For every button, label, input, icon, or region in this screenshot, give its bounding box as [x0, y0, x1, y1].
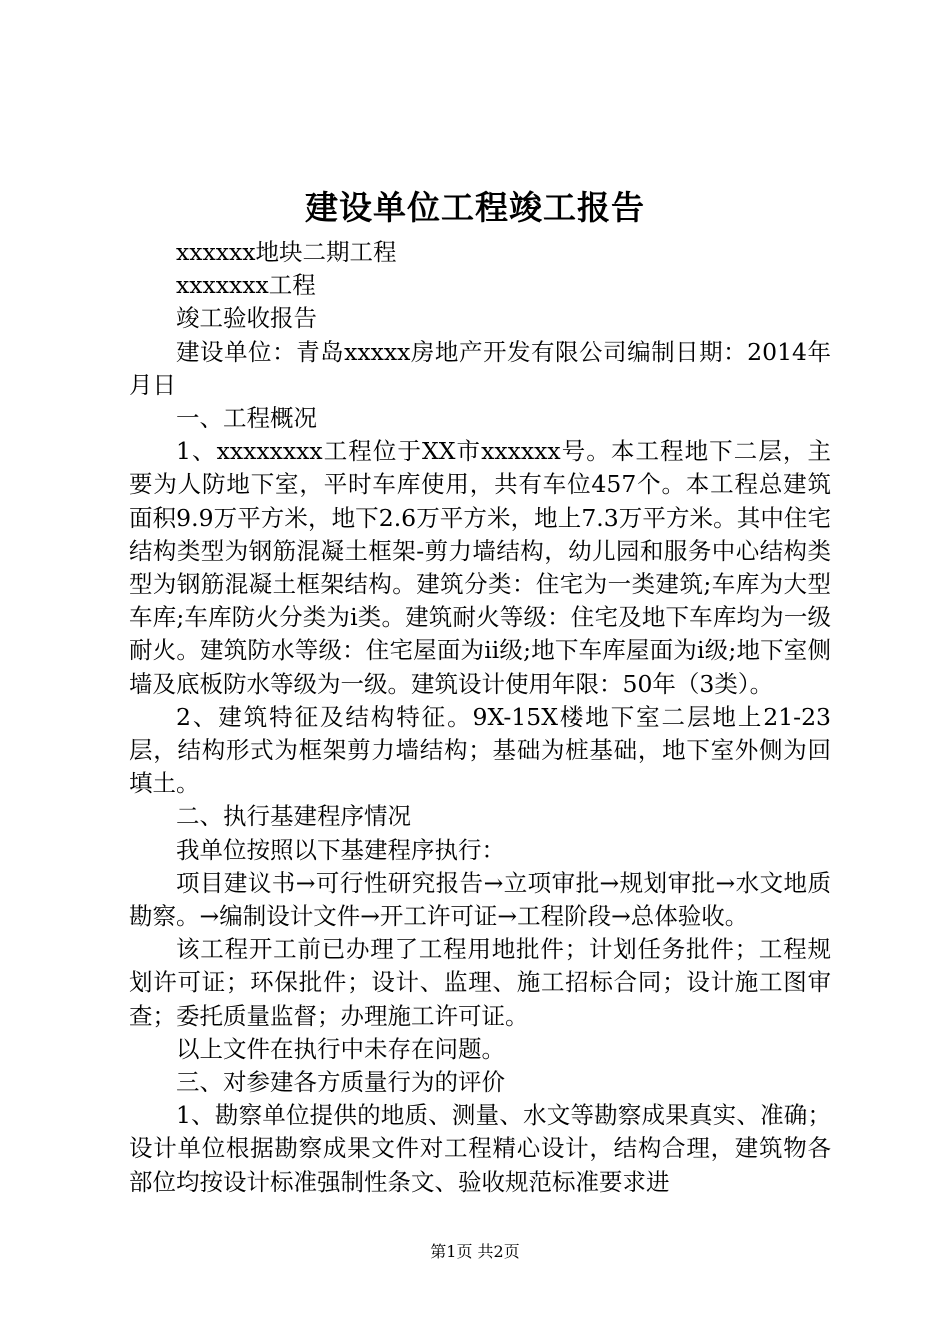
procedure-permits-paragraph: 该工程开工前已办理了工程用地批件；计划任务批件；工程规划许可证；环保批件；设计、监理、施工招标合同；设计施工图审查；委托质量监督；办理施工许可证。 [129, 935, 831, 1030]
project-subname-line: xxxxxxx工程 [176, 271, 316, 300]
evaluation-paragraph-1: 1、勘察单位提供的地质、测量、水文等勘察成果真实、准确；设计单位根据勘察成果文件对工程精心设计，结构合理，建筑物各部位均按设计标准强制性条文、验收规范标准要求进 [129, 1101, 831, 1196]
procedure-flow-paragraph: 项目建议书→可行性研究报告→立项审批→规划审批→水文地质勘察。→编制设计文件→开工许可证→工程阶段→总体验收。 [129, 868, 831, 931]
document-title: 建设单位工程竣工报告 [305, 188, 645, 227]
report-type-line: 竣工验收报告 [176, 304, 317, 333]
section-heading-overview: 一、工程概况 [176, 404, 317, 433]
overview-paragraph-1: 1、xxxxxxxx工程位于XX市xxxxxx号。本工程地下二层，主要为人防地下室，平时车库使用，共有车位457个。本工程总建筑面积9.9万平方米，地下2.6万平方米，地上7.3万平方米。其中住宅结构类型为钢筋混凝土框架-剪力墙结构，幼儿园和服务中心结构类型为钢筋混凝土框架结构。建筑分类：住宅为一类建筑;车库为大型车库;车库防火分类为i类。建筑耐火等级：住宅及地下车库均为一级耐火。建筑防水等级：住宅屋面为ii级;地下车库屋面为i级;地下室侧墙及底板防水等级为一级。建筑设计使用年限：50年（3类）。 [129, 437, 831, 698]
builder-info-paragraph: 建设单位：青岛xxxxx房地产开发有限公司编制日期：2014年月日 [129, 337, 831, 399]
page-footer: 第1页 共2页 [430, 1242, 520, 1261]
procedure-conclusion: 以上文件在执行中未存在问题。 [176, 1034, 505, 1063]
section-heading-procedure: 二、执行基建程序情况 [176, 802, 411, 831]
overview-paragraph-2: 2、建筑特征及结构特征。9X-15X楼地下室二层地上21-23层，结构形式为框架剪力墙结构；基础为桩基础，地下室外侧为回填土。 [129, 702, 831, 798]
project-name-line: xxxxxx地块二期工程 [176, 238, 397, 266]
document-body [129, 236, 831, 1199]
procedure-intro: 我单位按照以下基建程序执行： [176, 835, 505, 864]
section-heading-evaluation: 三、对参建各方质量行为的评价 [176, 1068, 505, 1097]
